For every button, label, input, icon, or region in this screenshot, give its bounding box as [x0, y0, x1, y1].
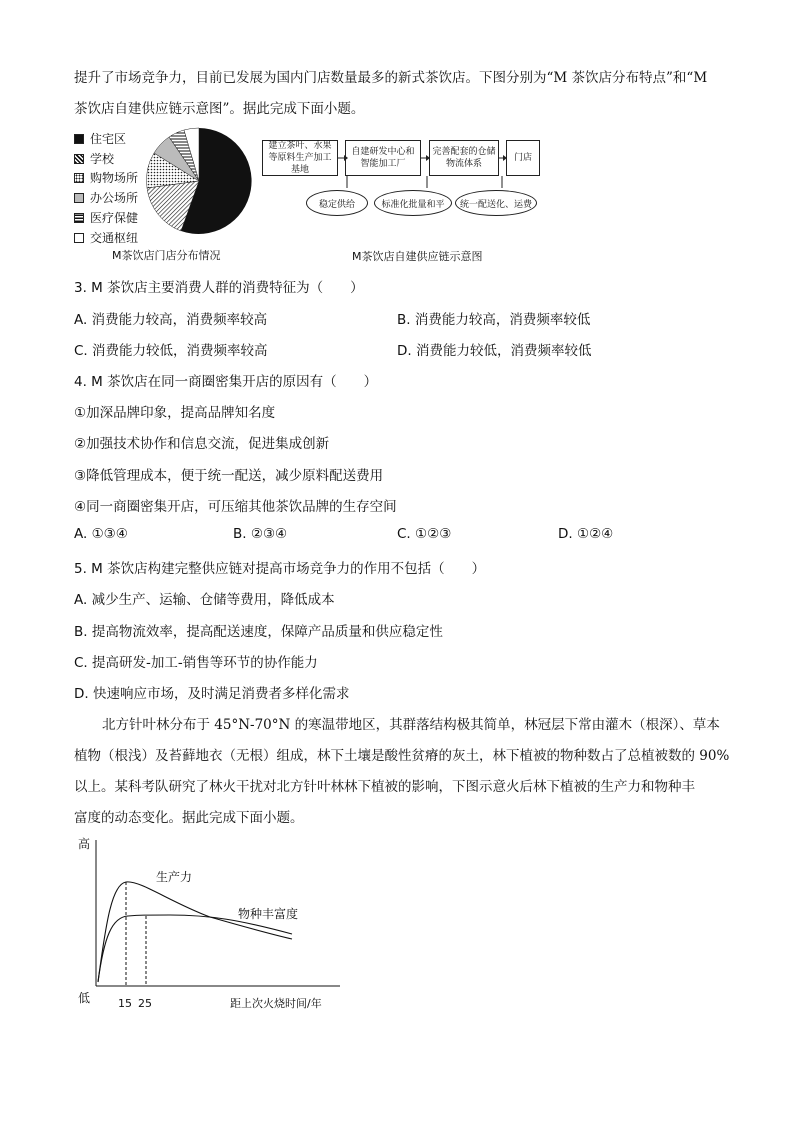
passage-line-2: 植物（根浅）及苔藓地衣（无根）组成，林下土壤是酸性贫瘠的灰土，林下植被的物种数占了总植被数的 90%	[74, 748, 730, 764]
fire-chart	[70, 832, 360, 1017]
x-axis-label: 距上次火烧时间/年	[230, 997, 322, 1010]
legend-swatch	[74, 213, 84, 223]
q4-item-2: ②加强技术协作和信息交流，促进集成创新	[74, 436, 330, 452]
q4-option-a[interactable]: A. ①③④	[74, 526, 128, 542]
legend-swatch	[74, 154, 84, 164]
legend-swatch	[74, 233, 84, 243]
q4-stem: 4. M 茶饮店在同一商圈密集开店的原因有（ ）	[74, 374, 378, 390]
q5-option-a[interactable]: A. 减少生产、运输、仓储等费用，降低成本	[74, 592, 335, 608]
legend-item-medical: 医疗保健	[74, 209, 138, 226]
flow-oval-distribution: 统一配送化、运费	[455, 190, 537, 216]
intro-line-2: 茶饮店自建供应链示意图”。据此完成下面小题。	[74, 101, 365, 117]
q4-item-1: ①加深品牌印象，提高品牌知名度	[74, 405, 276, 421]
legend-item-residential: 住宅区	[74, 130, 126, 147]
legend-item-school: 学校	[74, 150, 114, 167]
passage-line-3: 以上。某科考队研究了林火干扰对北方针叶林林下植被的影响，下图示意火后林下植被的生产力和物种丰	[74, 779, 695, 795]
flow-box-store: 门店	[506, 140, 540, 176]
flow-box-warehouse: 完善配套的仓储物流体系	[429, 140, 499, 176]
q4-option-d[interactable]: D. ①②④	[558, 526, 614, 542]
legend-swatch	[74, 134, 84, 144]
legend-item-shopping: 购物场所	[74, 169, 138, 186]
flow-box-rd-center: 自建研发中心和智能加工厂	[345, 140, 421, 176]
passage-line-4: 富度的动态变化。据此完成下面小题。	[74, 810, 304, 826]
q3-option-a[interactable]: A. 消费能力较高，消费频率较高	[74, 312, 268, 328]
flow-oval-standardize: 标准化批量和平	[374, 190, 452, 216]
legend-item-office: 办公场所	[74, 189, 138, 206]
flow-caption: M茶饮店自建供应链示意图	[352, 250, 483, 263]
q5-option-d[interactable]: D. 快速响应市场，及时满足消费者多样化需求	[74, 686, 350, 702]
series-line-richness	[98, 915, 292, 982]
q3-option-c[interactable]: C. 消费能力较低，消费频率较高	[74, 343, 268, 359]
pie-caption: M茶饮店门店分布情况	[112, 249, 221, 262]
q4-item-3: ③降低管理成本，便于统一配送，减少原料配送费用	[74, 468, 384, 484]
pie-chart	[144, 126, 254, 236]
q3-option-b[interactable]: B. 消费能力较高，消费频率较低	[397, 312, 591, 328]
y-label-low: 低	[78, 991, 91, 1005]
series-label-productivity: 生产力	[156, 870, 193, 884]
q5-stem: 5. M 茶饮店构建完整供应链对提高市场竞争力的作用不包括（ ）	[74, 561, 486, 577]
series-line-productivity	[98, 882, 292, 982]
y-label-high: 高	[78, 837, 91, 851]
q4-item-4: ④同一商圈密集开店，可压缩其他茶饮品牌的生存空间	[74, 499, 397, 515]
intro-line-1: 提升了市场竞争力，目前已发展为国内门店数量最多的新式茶饮店。下图分别为“M 茶饮店分布特点”和“M	[74, 70, 708, 86]
q3-stem: 3. M 茶饮店主要消费人群的消费特征为（ ）	[74, 280, 364, 296]
flow-box-raw-material: 建立茶叶、水果等原料生产加工基地	[262, 140, 338, 176]
x-tick-15: 15	[118, 997, 132, 1010]
q3-option-d[interactable]: D. 消费能力较低，消费频率较低	[397, 343, 592, 359]
flow-oval-stable-supply: 稳定供给	[306, 190, 368, 216]
q5-option-b[interactable]: B. 提高物流效率，提高配送速度，保障产品质量和供应稳定性	[74, 624, 443, 640]
series-label-richness: 物种丰富度	[238, 907, 299, 921]
q4-option-b[interactable]: B. ②③④	[233, 526, 288, 542]
legend-item-transport: 交通枢纽	[74, 229, 138, 246]
legend-swatch	[74, 173, 84, 183]
q5-option-c[interactable]: C. 提高研发-加工-销售等环节的协作能力	[74, 655, 318, 671]
legend-swatch	[74, 193, 84, 203]
q4-option-c[interactable]: C. ①②③	[397, 526, 452, 542]
passage-line-1: 北方针叶林分布于 45°N-70°N 的寒温带地区，其群落结构极其简单，林冠层下常由灌木（根深）、草本	[102, 717, 720, 733]
x-tick-25: 25	[138, 997, 152, 1010]
